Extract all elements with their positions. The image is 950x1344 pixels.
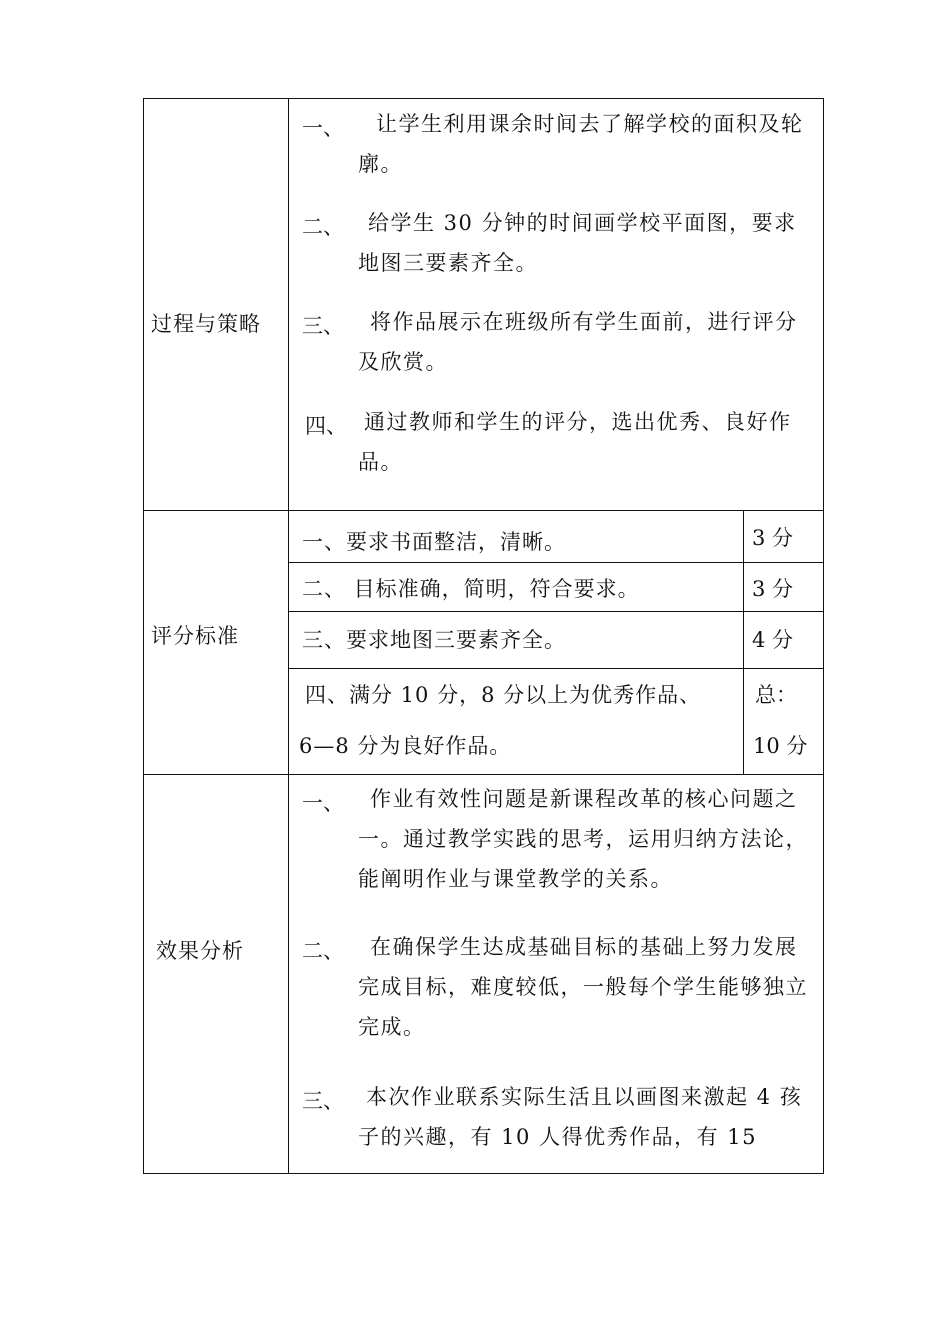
- criteria-row-4-score-line2: 10 分: [753, 734, 808, 758]
- criteria-row-3-score: 4 分: [752, 628, 794, 652]
- table-divider-process-criteria: [143, 510, 824, 511]
- table-column-divider: [288, 98, 289, 1174]
- criteria-row-3-text: 三、要求地图三要素齐全。: [302, 628, 566, 652]
- table-border-right: [823, 98, 824, 1174]
- criteria-row-4-score-line1: 总：: [755, 683, 797, 707]
- table-divider-criteria-effect: [143, 774, 824, 775]
- table-border-top: [143, 98, 824, 99]
- effect-item-2-number: 二、: [302, 939, 344, 963]
- effect-item-1-text: 作业有效性问题是新课程改革的核心问题之一。通过教学实践的思考，运用归纳方法论，能阐明作业与课堂教学的关系。: [358, 787, 808, 891]
- process-item-3-text: 将作品展示在班级所有学生面前，进行评分及欣赏。: [358, 310, 798, 374]
- criteria-row-1-text: 一、要求书面整洁，清晰。: [302, 530, 566, 554]
- effect-item-1-number: 一、: [302, 791, 344, 815]
- effect-item-2-text: 在确保学生达成基础目标的基础上努力发展完成目标，难度较低，一般每个学生能够独立完成。: [358, 935, 808, 1039]
- criteria-label: 评分标准: [151, 624, 239, 648]
- effect-item-3-number: 三、: [302, 1089, 344, 1113]
- process-item-2-number: 二、: [302, 215, 344, 239]
- process-item-4-text: 通过教师和学生的评分，选出优秀、良好作品。: [358, 410, 792, 474]
- table-score-column-divider: [743, 510, 744, 775]
- effect-label: 效果分析: [156, 939, 244, 963]
- criteria-row-2-score: 3 分: [752, 577, 794, 601]
- table-border-left: [143, 98, 144, 1174]
- criteria-row-4-text-line1: 四、满分 10 分，8 分以上为优秀作品、: [305, 683, 702, 707]
- process-item-4-number: 四、: [305, 414, 347, 438]
- criteria-row-2-text: 二、 目标准确，简明，符合要求。: [302, 577, 640, 601]
- process-item-1-text: 让学生利用课余时间去了解学校的面积及轮廓。: [358, 112, 804, 176]
- process-label: 过程与策略: [151, 312, 261, 336]
- process-item-3-number: 三、: [302, 314, 344, 338]
- effect-item-3-text: 本次作业联系实际生活且以画图来激起 4 孩子的兴趣，有 10 人得优秀作品，有 15: [358, 1085, 803, 1149]
- process-item-2-text: 给学生 30 分钟的时间画学校平面图，要求地图三要素齐全。: [358, 211, 797, 275]
- criteria-row-1-score: 3 分: [752, 526, 794, 550]
- process-item-1-number: 一、: [302, 116, 344, 140]
- table-border-bottom: [143, 1173, 824, 1174]
- criteria-row-4-text-line2: 6—8 分为良好作品。: [299, 734, 512, 758]
